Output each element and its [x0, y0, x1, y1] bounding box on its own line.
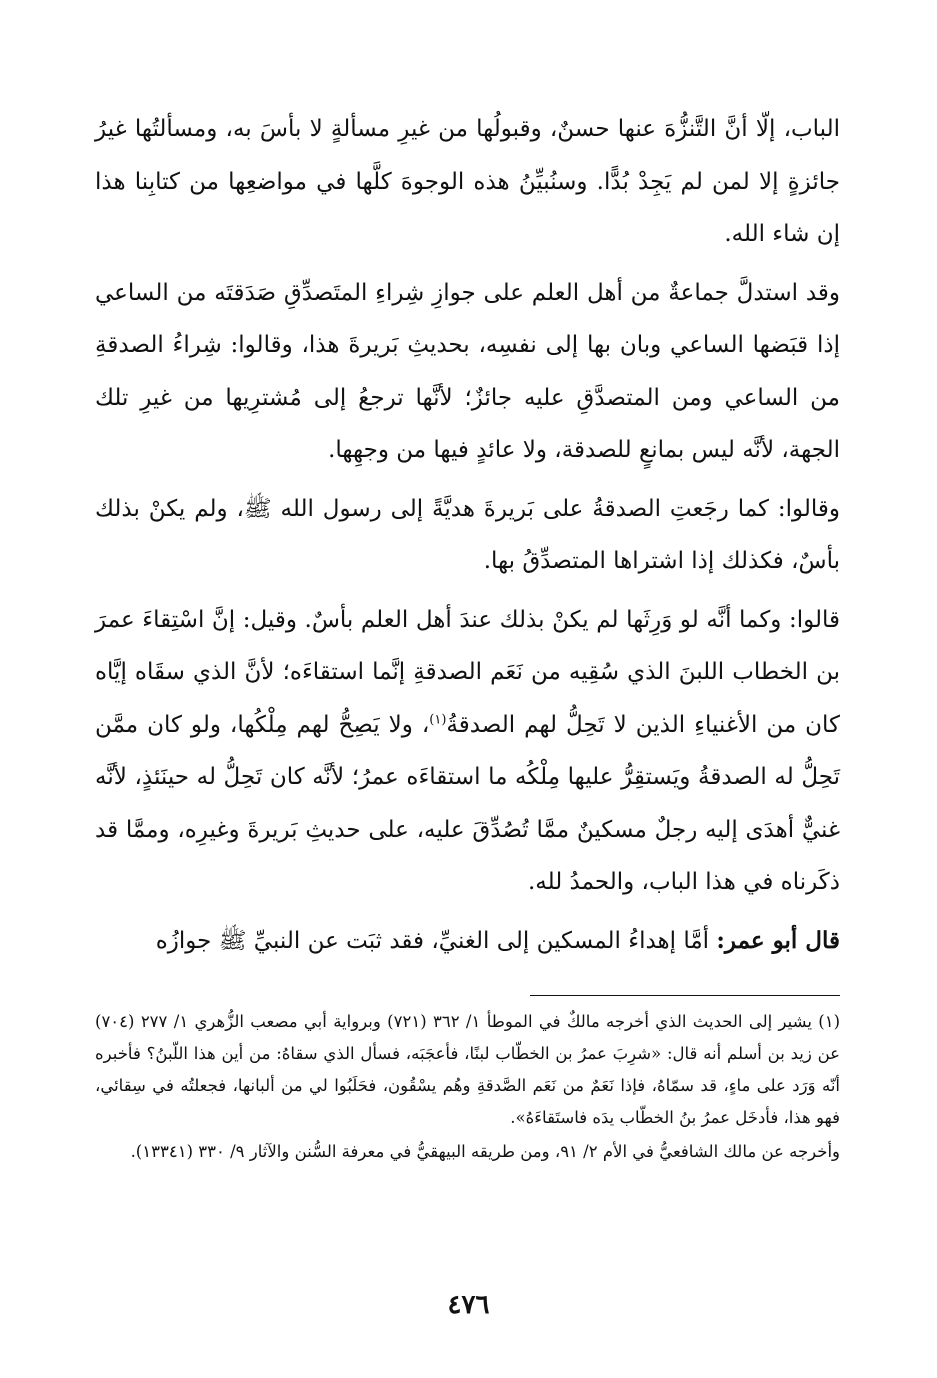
- paragraph-4: [95, 594, 840, 909]
- paragraph-2: وقد استدلَّ جماعةٌ من أهل العلم على جوازِ شِراءِ المتَصدِّقِ صَدَقتَه من الساعي إذا قبَضها الساعي وبان بها إلى نفسِه، بحديثِ بَريرةَ هذا، وقالوا: شِراءُ الصدقةِ من الساعي ومن المتصدَّقِ عليه جائزٌ؛ لأنَّها ترجعُ إلى مُشترِيها من غيرِ تلك الجهة، لأنَّه ليس بمانعٍ للصدقة، ولا عائدٍ فيها من وجهِها.: [95, 279, 840, 463]
- footnote-divider: [530, 995, 840, 996]
- page-content: [95, 103, 840, 1170]
- paragraph-5-text: أمَّا إهداءُ المسكين إلى الغنيِّ، فقد ثبَت عن النبيِّ ﷺ جوازُه: [155, 927, 717, 954]
- paragraph-4-text-a: قالوا: وكما أنَّه لو وَرِثَها لم يكنْ بذلك عندَ أهل العلم بأسٌ. وقيل: إنَّ اسْتِقاءَ عمرَ بن الخطاب اللبنَ الذي سُقِيه من نَعَم الصدقةِ إنَّما استقاءَه؛ لأنَّ الذي سقَاه إيَّاه كان من الأغنياءِ الذين لا تَحِلُّ لهم الصدقةُ: [95, 606, 841, 738]
- paragraph-3: وقالوا: كما رجَعتِ الصدقةُ على بَريرةَ هديَّةً إلى رسول الله ﷺ، ولم يكنْ بذلك بأسٌ، فكذلك إذا اشتراها المتصدِّقُ بها.: [95, 495, 840, 574]
- speaker-lead: قال أبو عمر:: [716, 926, 840, 954]
- page-number: ٤٧٦: [447, 1290, 490, 1320]
- footnotes: [95, 1006, 840, 1168]
- main-text: [95, 103, 840, 967]
- footnote-2: وأخرجه عن مالك الشافعيُّ في الأم ٢/ ٩١، ومن طريقه البيهقيُّ في معرفة السُّنن والآثار ٩/ ٣٣٠ (١٣٣٤١).: [130, 1142, 840, 1161]
- paragraph-1: الباب، إلّا أنَّ التَّنزُّهَ عنها حسنٌ، وقبولُها من غيرِ مسألةٍ لا بأسَ به، ومسألتُها غيرُ جائزةٍ إلا لمن لم يَجِدْ بُدًّا. وسنُبيِّنُ هذه الوجوهَ كلَّها في مواضعِها من كتابِنا هذا إن شاء الله.: [95, 116, 840, 247]
- paragraph-4-text-b: ، ولا يَصِحُّ لهم مِلْكُها، ولو كان ممَّن تَحِلُّ له الصدقةُ ويَستقِرُّ عليها مِلْكُه ما استقاءَه عمرُ؛ لأنَّه كان تَحِلُّ له حينَئذٍ، لأنَّه غنيٌّ أهدَى إليه رجلٌ مسكينٌ ممَّا تُصُدِّقَ عليه، على حديثِ بَريرةَ وغيرِه، وممَّا قد ذكَرناه في هذا الباب، والحمدُ لله.: [95, 711, 840, 895]
- paragraph-5: [95, 915, 840, 968]
- footnote-reference: (١): [429, 711, 447, 727]
- footnote-1: (١) يشير إلى الحديث الذي أخرجه مالكٌ في الموطأ ١/ ٣٦٢ (٧٢١) وبرواية أبي مصعب الزُّهري ١/ ٢٧٧ (٧٠٤) عن زيد بن أسلم أنه قال: «شرِبَ عمرُ بن الخطّاب لبنًا، فأعجَبَه، فسأل الذي سقاهُ: من أين هذا اللّبنُ؟ فأخبره أنّه وَرَد على ماءٍ، قد سمّاهُ، فإذا نَعَمٌ من نَعَم الصَّدقةِ وهُم يسْقُون، فحَلَبُوا لي من ألبانها، فجعلتُه في سِقائي، فهو هذا، فأدخَل عمرُ بنُ الخطّاب يدَه فاستَقاءَهُ».: [95, 1012, 841, 1127]
